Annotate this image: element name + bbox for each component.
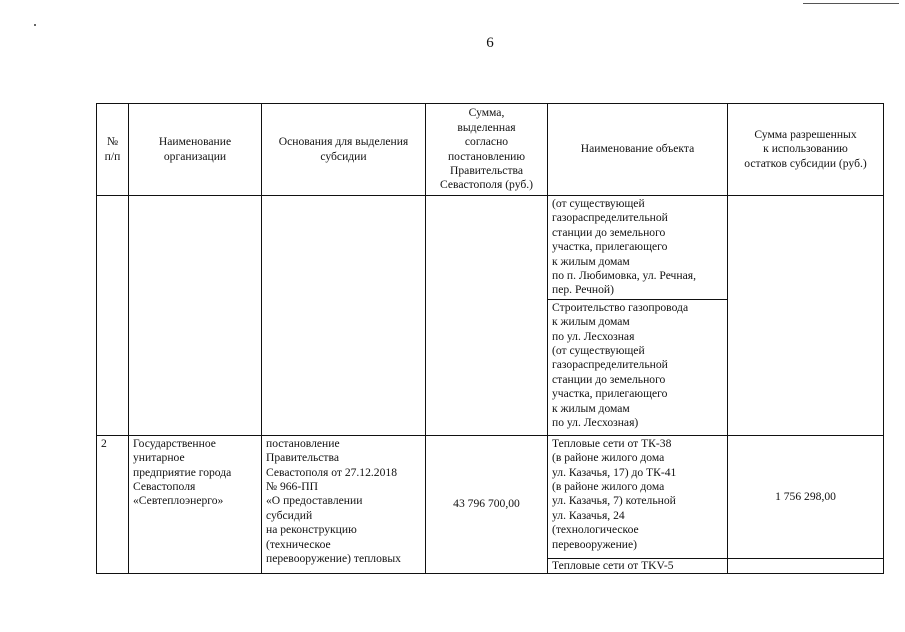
text-line: Севастополя (руб.) <box>439 178 534 192</box>
text-line: Правительства <box>266 451 339 465</box>
text-line: Наименование <box>158 135 232 149</box>
text-line: ул. Казачья, 17) до ТК-41 <box>552 465 677 479</box>
cell-row2-num: 2 <box>97 435 129 573</box>
cell-row2-organization <box>129 435 262 573</box>
text-line: (от существующей <box>552 344 645 358</box>
text-line: (техническое <box>266 537 331 551</box>
text-line: Наименование объекта <box>580 142 695 156</box>
table-row-2 <box>97 435 884 558</box>
text-line: участка, прилегающего <box>552 240 668 254</box>
text-line: Сумма, <box>468 106 505 120</box>
cell-row2-basis <box>262 435 426 573</box>
text-line: газораспределительной <box>552 211 668 225</box>
text-line: «О предоставлении <box>266 494 363 508</box>
text-line: пер. Речной) <box>552 283 614 297</box>
text-line: по ул. Лесхозная <box>552 329 635 343</box>
text-line: остатков субсидии (руб.) <box>744 156 867 170</box>
text-line: Тепловые сети от ТК-38 <box>552 436 672 450</box>
header-object <box>548 104 728 196</box>
text-line: Правительства <box>450 163 523 177</box>
table-header-row <box>97 104 884 196</box>
cell-num-empty <box>97 196 129 436</box>
text-line: Севастополя <box>133 480 196 494</box>
cell-sum-empty <box>426 196 548 436</box>
text-line: Государственное <box>133 436 216 450</box>
text-line: по ул. Лесхозная) <box>552 416 639 430</box>
cell-row2-allowed-sum: 1 756 298,00 <box>728 435 884 558</box>
header-num <box>97 104 129 196</box>
text-line: постановлению <box>447 149 526 163</box>
cell-row2-object-teplovye-seti <box>548 435 728 558</box>
cell-basis-empty <box>262 196 426 436</box>
text-line: (от существующей <box>552 197 645 210</box>
cell-row2-object-tkv5 <box>548 558 728 573</box>
text-line: постановление <box>266 436 340 450</box>
text-line: к жилым домам <box>552 254 630 268</box>
cell-allowed-empty <box>728 196 884 436</box>
text-line: Основания для выделения <box>278 135 409 149</box>
page-number: 6 <box>486 35 494 51</box>
text-line: (технологическое <box>552 523 639 537</box>
text-line: (в районе жилого дома <box>552 480 665 494</box>
text-line: выделенная <box>457 120 516 134</box>
text-line: Тепловые сети от TKV-5 <box>552 558 674 572</box>
header-basis <box>262 104 426 196</box>
text-line: Севастополя от 27.12.2018 <box>266 465 397 479</box>
text-line: ул. Казачья, 24 <box>552 508 625 522</box>
text-line: станции до земельного <box>552 225 666 239</box>
text-line: ул. Казачья, 7) котельной <box>552 494 676 508</box>
text-line: станции до земельного <box>552 372 666 386</box>
header-allowed-sum <box>728 104 884 196</box>
cell-org-empty <box>129 196 262 436</box>
text-line: № <box>106 135 119 149</box>
text-line: (в районе жилого дома <box>552 451 665 465</box>
text-line: № 966-ПП <box>266 480 318 494</box>
text-line: к жилым домам <box>552 315 630 329</box>
text-line: на реконструкцию <box>266 523 357 537</box>
top-rule <box>803 3 899 4</box>
text-line: «Севтеплоэнерго» <box>133 494 224 508</box>
subsidy-table <box>96 103 884 574</box>
cell-row2-allowed-empty <box>728 558 884 573</box>
scan-speck <box>34 24 36 26</box>
text-line: субсидии <box>320 149 367 163</box>
text-line: участка, прилегающего <box>552 387 668 401</box>
cell-object-lesxoznaya <box>548 299 728 435</box>
header-sum <box>426 104 548 196</box>
text-line: субсидий <box>266 508 313 522</box>
text-line: перевооружение) <box>552 537 637 551</box>
text-line: п/п <box>104 149 121 163</box>
text-line: по п. Любимовка, ул. Речная, <box>552 269 696 283</box>
text-line: организации <box>163 149 227 163</box>
text-line: Строительство газопровода <box>552 300 689 314</box>
text-line: к использованию <box>763 142 848 156</box>
text-line: газораспределительной <box>552 358 668 372</box>
cell-object-continuation <box>548 196 728 300</box>
cell-row2-sum: 43 796 700,00 <box>426 435 548 573</box>
text-line: Сумма разрешенных <box>754 127 857 141</box>
header-organization <box>129 104 262 196</box>
table-row-continuation-a <box>97 196 884 300</box>
text-line: предприятие города <box>133 465 232 479</box>
text-line: перевооружение) тепловых <box>266 552 401 566</box>
text-line: к жилым домам <box>552 401 630 415</box>
text-line: согласно <box>464 135 509 149</box>
text-line: унитарное <box>133 451 185 465</box>
